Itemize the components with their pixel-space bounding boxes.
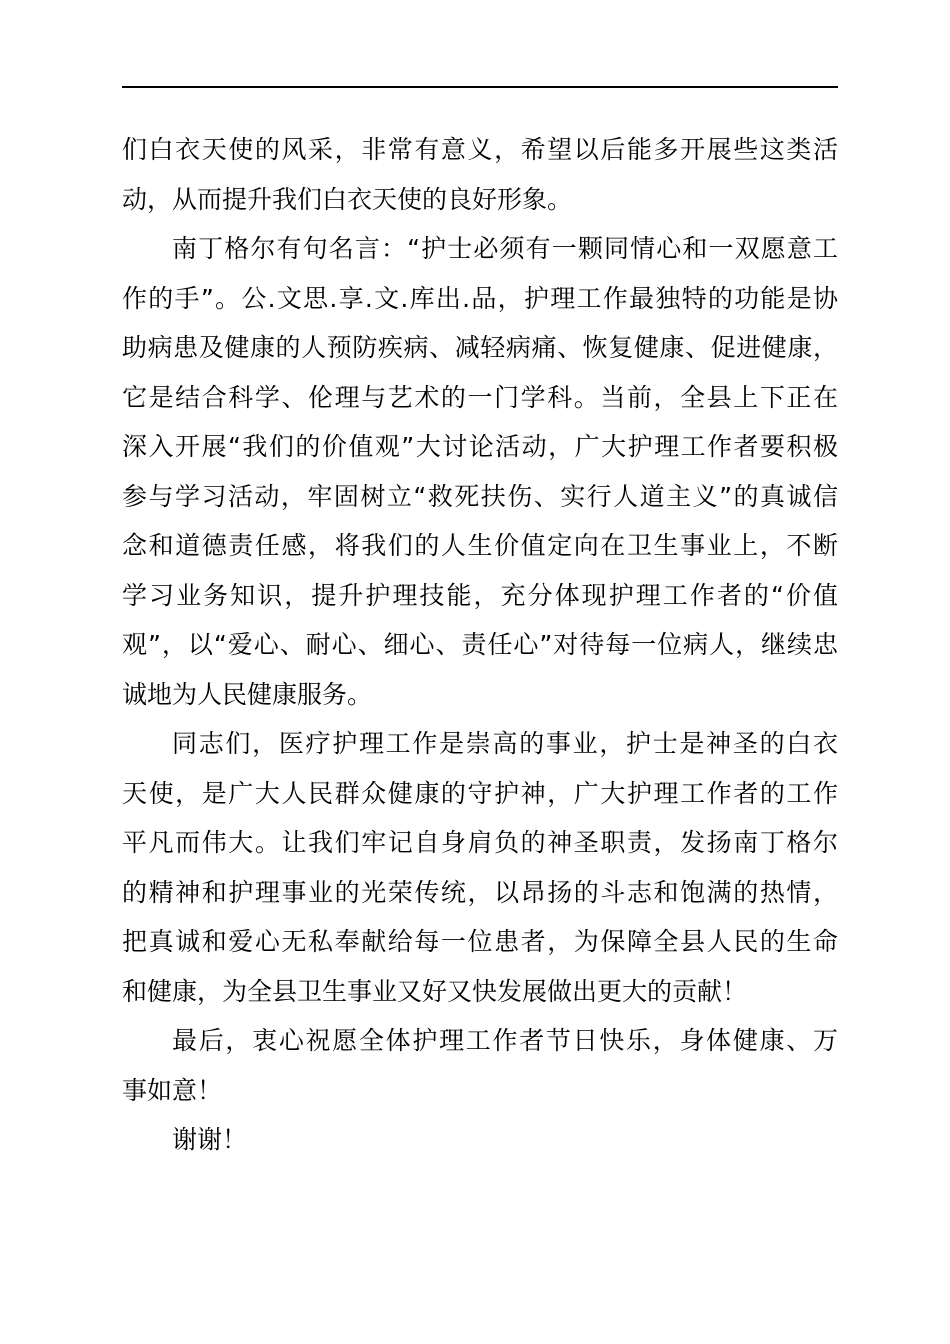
paragraph-line: 念和道德责任感，将我们的人生价值定向在卫生事业上，不断 [122, 531, 838, 560]
paragraph-line: 诚地为人民健康服务。 [122, 679, 373, 709]
paragraph-line: 作的手”。公.文思.享.文.库出.品，护理工作最独特的功能是协 [122, 283, 838, 313]
paragraph-line: 事如意！ [122, 1075, 223, 1105]
paragraph-line: 深入开展“我们的价值观”大讨论活动，广大护理工作者要积极 [122, 432, 838, 461]
paragraph-line: 南丁格尔有句名言：“护士必须有一颗同情心和一双愿意工 [172, 234, 838, 263]
header-rule [122, 86, 838, 88]
paragraph-line: 的精神和护理事业的光荣传统，以昂扬的斗志和饱满的热情， [122, 877, 838, 907]
paragraph-line: 最后，衷心祝愿全体护理工作者节日快乐，身体健康、万 [172, 1026, 838, 1055]
paragraph-line: 动，从而提升我们白衣天使的良好形象。 [122, 184, 573, 214]
paragraph-line: 同志们，医疗护理工作是崇高的事业，护士是神圣的白衣 [172, 729, 838, 758]
paragraph-line: 天使，是广大人民群众健康的守护神，广大护理工作者的工作 [122, 778, 838, 808]
paragraph-line: 观”，以“爱心、耐心、细心、责任心”对待每一位病人，继续忠 [122, 630, 838, 659]
paragraph-line: 谢谢！ [172, 1125, 248, 1154]
paragraph-line: 和健康，为全县卫生事业又好又快发展做出更大的贡献！ [122, 976, 748, 1006]
paragraph-line: 把真诚和爱心无私奉献给每一位患者，为保障全县人民的生命 [122, 927, 838, 956]
paragraph-line: 它是结合科学、伦理与艺术的一门学科。当前，全县上下正在 [122, 382, 838, 412]
paragraph-line: 平凡而伟大。让我们牢记自身肩负的神圣职责，发扬南丁格尔 [122, 828, 838, 857]
paragraph-line: 学习业务知识，提升护理技能，充分体现护理工作者的“价值 [122, 580, 838, 610]
paragraph-line: 助病患及健康的人预防疾病、减轻病痛、恢复健康、促进健康， [122, 333, 838, 362]
paragraph-line: 们白衣天使的风采，非常有意义，希望以后能多开展些这类活 [122, 135, 838, 164]
paragraph-line: 参与学习活动，牢固树立“救死扶伤、实行人道主义”的真诚信 [122, 481, 838, 511]
document-body [122, 125, 838, 1165]
